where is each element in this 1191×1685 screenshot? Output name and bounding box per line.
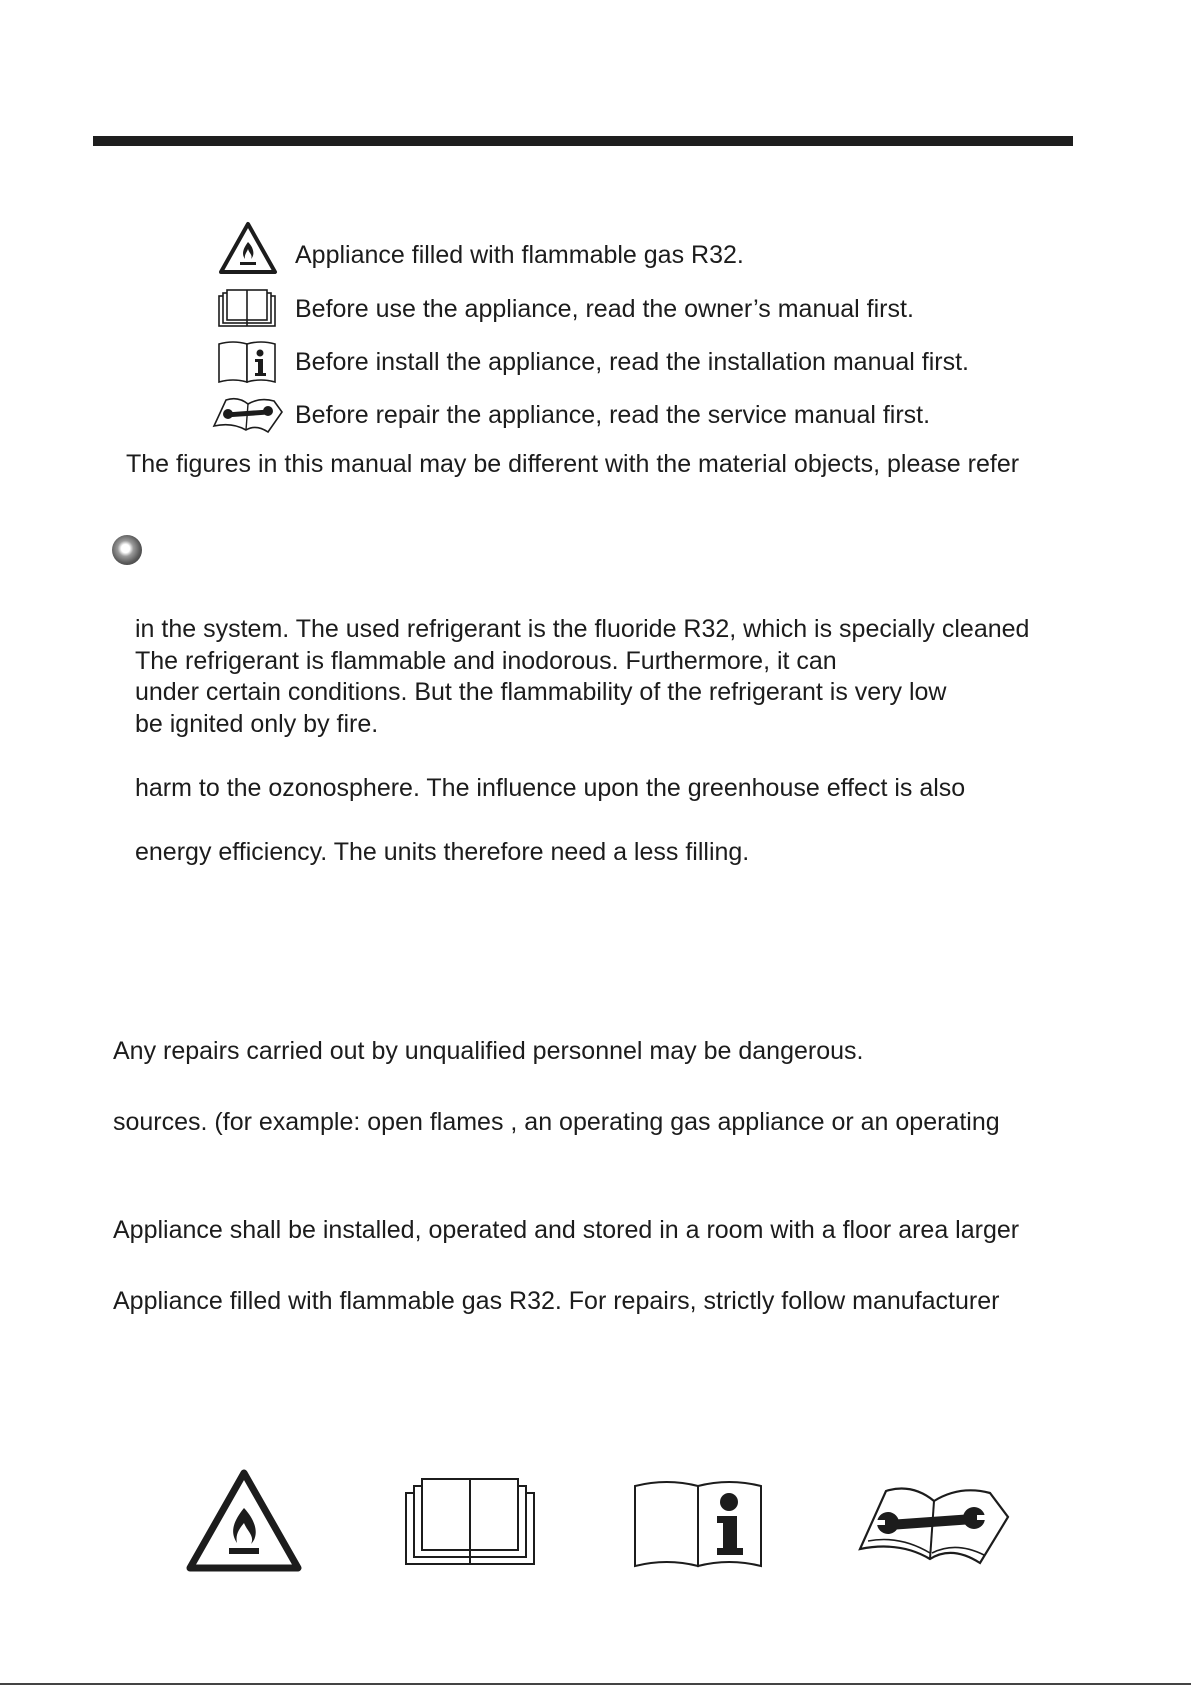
figures-note: The figures in this manual may be different with the material objects, please refer <box>126 450 1020 478</box>
warning-line-4: Appliance filled with flammable gas R32. For repairs, strictly follow manufacturer <box>113 1287 1000 1315</box>
owners-manual-icon <box>404 1477 536 1566</box>
flammable-warning-icon <box>218 221 278 275</box>
refrigerant-line-4: be ignited only by fire. <box>135 710 379 738</box>
legend-flammable-text: Appliance filled with flammable gas R32. <box>295 241 744 269</box>
warning-line-2: sources. (for example: open flames , an operating gas appliance or an operating <box>113 1108 1000 1136</box>
warning-line-3: Appliance shall be installed, operated and stored in a room with a floor area larger <box>113 1216 1020 1244</box>
refrigerant-line-2: The refrigerant is flammable and inodorous. Furthermore, it can <box>135 647 837 675</box>
warning-line-1: Any repairs carried out by unqualified personnel may be dangerous. <box>113 1037 864 1065</box>
refrigerant-line-1: in the system. The used refrigerant is the fluoride R32, which is specially cleaned <box>135 615 1030 643</box>
section-bullet-icon <box>112 535 142 565</box>
installation-manual-icon <box>633 1478 763 1570</box>
service-manual-icon <box>856 1483 1012 1567</box>
header-rule <box>93 136 1073 146</box>
refrigerant-line-3: under certain conditions. But the flammability of the refrigerant is very low <box>135 678 947 706</box>
legend-owners-manual-text: Before use the appliance, read the owner’s manual first. <box>295 295 914 323</box>
installation-manual-icon <box>217 340 277 384</box>
refrigerant-line-5: harm to the ozonosphere. The influence upon the greenhouse effect is also <box>135 774 966 802</box>
owners-manual-icon <box>217 288 277 328</box>
legend-service-manual-text: Before repair the appliance, read the service manual first. <box>295 401 931 429</box>
flammable-warning-icon <box>185 1468 303 1574</box>
legend-installation-manual-text: Before install the appliance, read the installation manual first. <box>295 348 969 376</box>
service-manual-icon <box>212 396 284 434</box>
refrigerant-line-6: energy efficiency. The units therefore need a less filling. <box>135 838 750 866</box>
